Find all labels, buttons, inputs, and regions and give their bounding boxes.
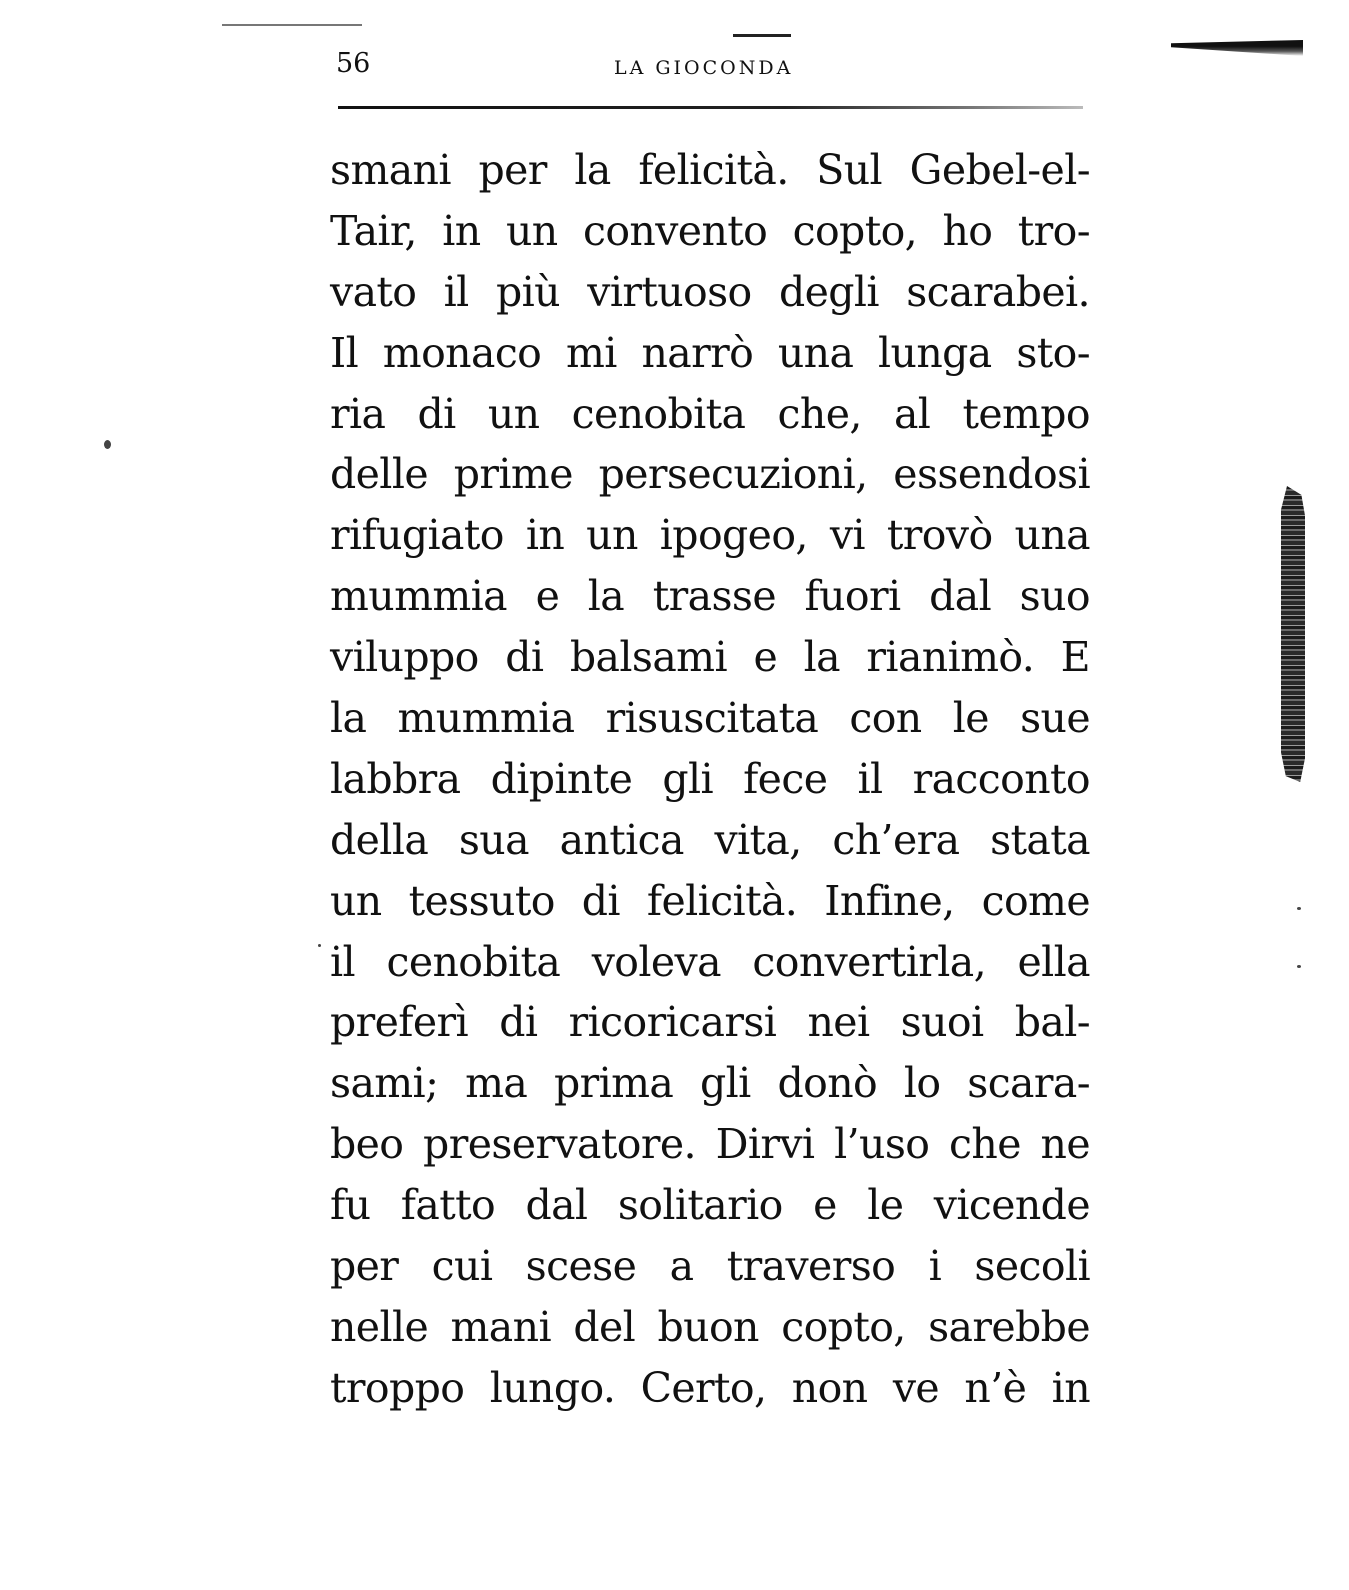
text-line: della sua antica vita, ch’era stata — [330, 815, 1090, 864]
text-line: vato il più virtuoso degli scarabei. — [330, 267, 1090, 316]
scan-speck — [1297, 907, 1301, 910]
scan-artifact-mark — [733, 34, 791, 37]
header-rule — [338, 106, 1083, 109]
text-line: labbra dipinte gli fece il racconto — [330, 754, 1090, 803]
scan-speck — [104, 440, 111, 449]
text-line: viluppo di balsami e la rianimò. E — [330, 633, 1090, 682]
text-line: mummia e la trasse fuori dal suo — [330, 572, 1090, 621]
text-line: Il monaco mi narrò una lunga sto- — [330, 328, 1090, 377]
text-line: ria di un cenobita che, al tempo — [330, 389, 1090, 438]
page-number: 56 — [336, 48, 371, 79]
text-line: un tessuto di felicità. Infine, come — [330, 876, 1090, 925]
text-line: il cenobita voleva convertirla, ella — [330, 937, 1090, 986]
text-line: beo preservatore. Dirvi l’uso che ne — [330, 1120, 1090, 1169]
text-line: sami; ma prima gli donò lo scara- — [330, 1059, 1090, 1108]
text-line: la mummia risuscitata con le sue — [330, 694, 1090, 743]
text-line: preferì di ricoricarsi nei suoi bal- — [330, 998, 1090, 1047]
running-head — [336, 48, 1088, 88]
text-line: rifugiato in un ipogeo, vi trovò una — [330, 511, 1090, 560]
text-line: smani per la felicità. Sul Gebel-el- — [330, 146, 1090, 194]
scan-speck — [1297, 965, 1301, 968]
text-line: troppo lungo. Certo, non ve n’è in — [330, 1363, 1090, 1412]
scan-speck — [318, 944, 321, 947]
text-line: delle prime persecuzioni, essendosi — [330, 450, 1090, 499]
scan-artifact-page-edge — [1281, 486, 1305, 782]
scan-artifact-edge — [1171, 40, 1303, 56]
text-line: Tair, in un convento copto, ho tro- — [330, 206, 1090, 255]
text-line: nelle mani del buon copto, sarebbe — [330, 1302, 1090, 1351]
book-title: LA GIOCONDA — [614, 57, 794, 79]
scan-artifact-line — [222, 24, 362, 26]
body-text — [330, 140, 1090, 1419]
text-line: fu fatto dal solitario e le vicende — [330, 1181, 1090, 1230]
text-line: per cui scese a traverso i secoli — [330, 1242, 1090, 1291]
